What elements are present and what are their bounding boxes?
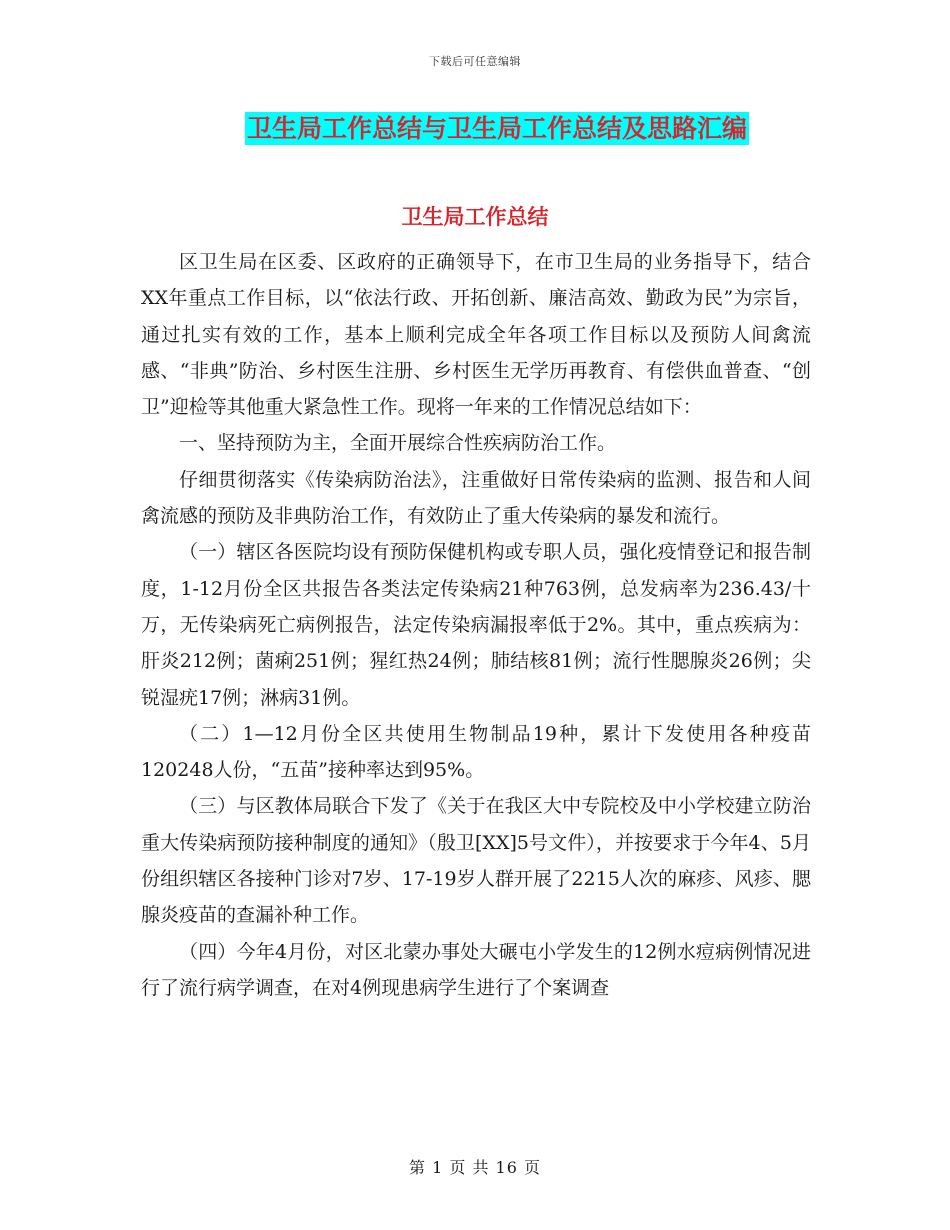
paragraph-item-1: （一）辖区各医院均设有预防保健机构或专职人员，强化疫情登记和报告制度，1-12月份全区共报告各类法定传染病21种763例，总发病率为236.43/十万，无传染病死亡病例报告，法定传染病漏报率低于2%。其中，重点疾病为：肝炎212例；菌痢251例；猩红热24例；肺结核81例；流行性腮腺炎26例；尖锐湿疣17例；淋病31例。 [141,541,811,709]
main-title-container [0,112,950,145]
page-number: 第 1 页 共 16 页 [409,1158,541,1177]
page-header: 下载后可任意编辑 [429,55,521,68]
document-main-title: 卫生局工作总结与卫生局工作总结及思路汇编 [246,114,747,143]
paragraph-item-4: （四）今年4月份，对区北蒙办事处大碾屯小学发生的12例水痘病例情况进行了流行病学调查，在对4例现患病学生进行了个案调查 [141,940,811,999]
paragraph-item-3: （三）与区教体局联合下发了《关于在我区大中专院校及中小学校建立防治重大传染病预防接种制度的通知》（殷卫[XX]5号文件），并按要求于今年4、5月份组织辖区各接种门诊对7岁、17-19岁人群开展了2215人次的麻疹、风疹、腮腺炎疫苗的查漏补种工作。 [141,795,811,927]
paragraph-heading-1: 一、坚持预防为主，全面开展综合性疾病防治工作。 [179,432,617,455]
paragraph-item-2: （二）1—12月份全区共使用生物制品19种，累计下发使用各种疫苗120248人份，“五苗”接种率达到95%。 [141,722,811,782]
paragraph-prevention: 仔细贯彻落实《传染病防治法》，注重做好日常传染病的监测、报告和人间禽流感的预防及非典防治工作，有效防止了重大传染病的暴发和流行。 [141,468,811,528]
paragraph-intro: 区卫生局在区委、区政府的正确领导下，在市卫生局的业务指导下，结合XX年重点工作目标，以“依法行政、开拓创新、廉洁高效、勤政为民”为宗旨，通过扎实有效的工作，基本上顺利完成全年各项工作目标以及预防人间禽流感、“非典”防治、乡村医生注册、乡村医生无学历再教育、有偿供血普查、“创卫”迎检等其他重大紧急性工作。现将一年来的工作情况总结如下： [141,251,811,419]
section-title: 卫生局工作总结 [401,205,549,229]
document-body [141,244,811,1006]
